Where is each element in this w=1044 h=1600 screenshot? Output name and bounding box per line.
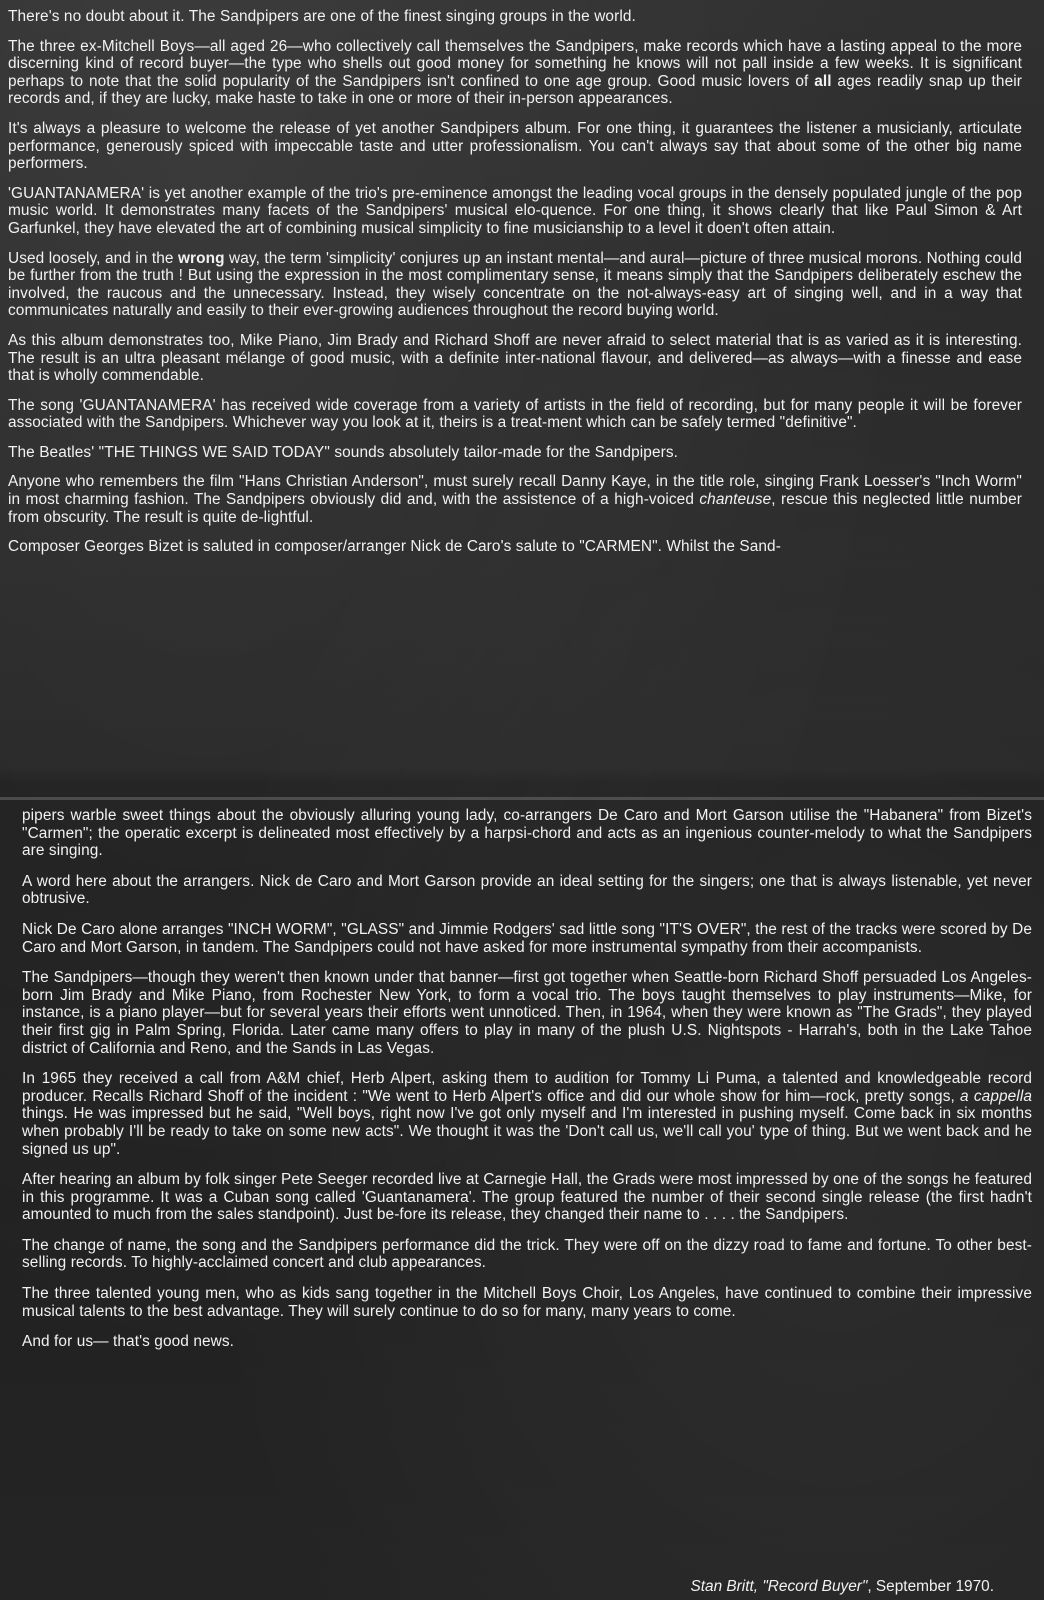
paragraph-song-coverage: The song 'GUANTANAMERA' has received wide coverage from a variety of artists in the field of recording, but for many people it will be forever associated with the Sandpipers. Whichever way you look at it, theirs is a treat-ment which can be safely termed "definitive". bbox=[8, 396, 1022, 432]
paragraph-simplicity: Used loosely, and in the wrong way, the term 'simplicity' conjures up an instant mental—and aural—picture of three musical morons. Nothing could be further from the truth ! But using the expression in the most complimentary sense, it means simply that the Sandpipers deliberately eschew the involved, the raucous and the unnecessary. Instead, they wisely concentrate on the not-always-easy art of singing well, and in a way that communicates naturally and easily to their ever-growing audiences throughout the record buying world. bbox=[8, 249, 1023, 320]
emphasis-all: all bbox=[814, 72, 832, 90]
publication-name: "Record Buyer" bbox=[762, 1578, 868, 1595]
emphasis-chanteuse: chanteuse bbox=[699, 491, 772, 509]
paragraph-inch-worm: Anyone who remembers the film "Hans Christian Anderson", must surely recall Danny Kaye, in the title role, singing Frank Loesser's "Inch Worm" in most charming fashion. The Sandpipers obviously did and, with the assistence of a high-voiced chanteuse, rescue this neglected little number from obscurity. The result is quite de-lightful. bbox=[8, 473, 1022, 526]
paragraph-history: The Sandpipers—though they weren't then known under that banner—first got together when Seattle-born Richard Shoff persuaded Los Angeles-born Jim Brady and Mike Piano, from Rochester New York, to form a vocal trio. The boys taught themselves to play instruments—Mike, for instance, is a piano player—but for several years their efforts went unnoticed. Then, in 1964, when they were known as "The Grads", they played their first gig in Palm Spring, Florida. Later came many offers to play in many of the plush U.S. Nightspots - Harrah's, both in the Lake Tahoe district of California and Reno, and the Sands in Las Vegas. bbox=[22, 969, 1032, 1057]
paragraph-ex-mitchell-boys: The three ex-Mitchell Boys—all aged 26—who collectively call themselves the Sandpipers, make records which have a lasting appeal to the more discerning kind of record buyer—the type who shells out good money for something he knows will not pall inside a few weeks. It is significant perhaps to note that the solid popularity of the Sandpipers isn't confined to one age group. Good music lovers of all ages readily snap up their records and, if they are lucky, make haste to take in one or more of their in-person appearances. bbox=[8, 37, 1022, 108]
author-credit: Stan Britt, "Record Buyer", September 1970. bbox=[690, 1578, 994, 1595]
paragraph-de-caro-tracks: Nick De Caro alone arranges "INCH WORM", "GLASS" and Jimmie Rodgers' sad little song "IT'S OVER", the rest of the tracks were scored by De Caro and Mort Garson, in tandem. The Sandpipers could not have asked for more instrumental sympathy from their accompanists. bbox=[22, 920, 1032, 956]
emphasis-wrong: wrong bbox=[177, 249, 225, 267]
paragraph-beatles: The Beatles' "THE THINGS WE SAID TODAY" sounds absolutely tailor-made for the Sandpipers. bbox=[8, 443, 679, 461]
paragraph-material: As this album demonstrates too, Mike Piano, Jim Brady and Richard Shoff are never afraid to select material that is as varied as it is interesting. The result is an ultra pleasant mélange of good music, with a definite inter-national flavour, and delivered—as always—with a finesse and ease that is wholly commendable. bbox=[8, 331, 1022, 385]
paragraph-pete-seeger: After hearing an album by folk singer Pete Seeger recorded live at Carnegie Hall, the Grads were most impressed by one of the songs he featured in this programme. It was a Cuban song called 'Guantanamera'. The group featured the number of their second single release (the first hadn't amounted to much from the sales standpoint). Just be-fore its release, they changed their name to . . . . the Sandpipers. bbox=[22, 1171, 1032, 1224]
paragraph-new-album: It's always a pleasure to welcome the release of yet another Sandpipers album. For one thing, it guarantees the listener a musicianly, articulate performance, generously spiced with impeccable taste and utter professionalism. You can't always say that about some of the other big name performers. bbox=[8, 119, 1022, 173]
paragraph-name-change: The change of name, the song and the Sandpipers performance did the trick. They were off on the dizzy road to fame and fortune. To other best-selling records. To highly-acclaimed concert and club appearances. bbox=[22, 1236, 1032, 1272]
page-tear-divider bbox=[0, 797, 1044, 800]
paragraph-good-news: And for us— that's good news. bbox=[22, 1333, 235, 1351]
paragraph-intro: There's no doubt about it. The Sandpipers are one of the finest singing groups in the world. bbox=[8, 8, 636, 25]
paragraph-herb-alpert: In 1965 they received a call from A&M chief, Herb Alpert, asking them to audition for Tommy Li Puma, a talented and knowledgeable record producer. Recalls Richard Shoff of the incident : "We went to Herb Alpert's office and did our whole show for him—rock, pretty songs, a cappella things. He was impressed but he said, "Well boys, right now I've got only myself and I'm interested in pushing myself. Come back in six months when probably I'll be ready to take on some new acts". We thought it was the 'Don't call us, we'll call you' type of thing. But we went back and he signed us up". bbox=[22, 1070, 1032, 1158]
paragraph-carmen-start: Composer Georges Bizet is saluted in composer/arranger Nick de Caro's salute to "CARMEN". Whilst the Sand- bbox=[8, 538, 781, 556]
liner-notes-top-half bbox=[8, 8, 1022, 568]
paragraph-talented-men: The three talented young men, who as kids sang together in the Mitchell Boys Choir, Los Angeles, have continued to combine their impressive musical talents to the best advantage. They will surely continue to do so for many, many years to come. bbox=[22, 1285, 1032, 1320]
paragraph-guantanamera: 'GUANTANAMERA' is yet another example of the trio's pre-eminence amongst the leading vocal groups in the densely populated jungle of the pop music world. It demonstrates many facets of the Sandpipers' musical elo-quence. For one thing, it shows clearly that like Paul Simon & Art Garfunkel, they have elevated the art of combining musical simplicity to fine musicianship to a level it doen't often attain. bbox=[8, 184, 1022, 237]
liner-notes-bottom-half bbox=[22, 807, 1032, 1364]
paragraph-carmen-continued: pipers warble sweet things about the obviously alluring young lady, co-arrangers De Caro and Mort Garson utilise the "Habanera" from Bizet's "Carmen"; the operatic excerpt is delineated most effectively by a harpsi-chord and acts as an ingenious counter-melody to what the Sandpipers are singing. bbox=[22, 807, 1032, 860]
emphasis-a-cappella: a cappella bbox=[960, 1087, 1032, 1105]
paragraph-arrangers: A word here about the arrangers. Nick de Caro and Mort Garson provide an ideal setting for the singers; one that is always listenable, yet never obtrusive. bbox=[22, 872, 1032, 908]
